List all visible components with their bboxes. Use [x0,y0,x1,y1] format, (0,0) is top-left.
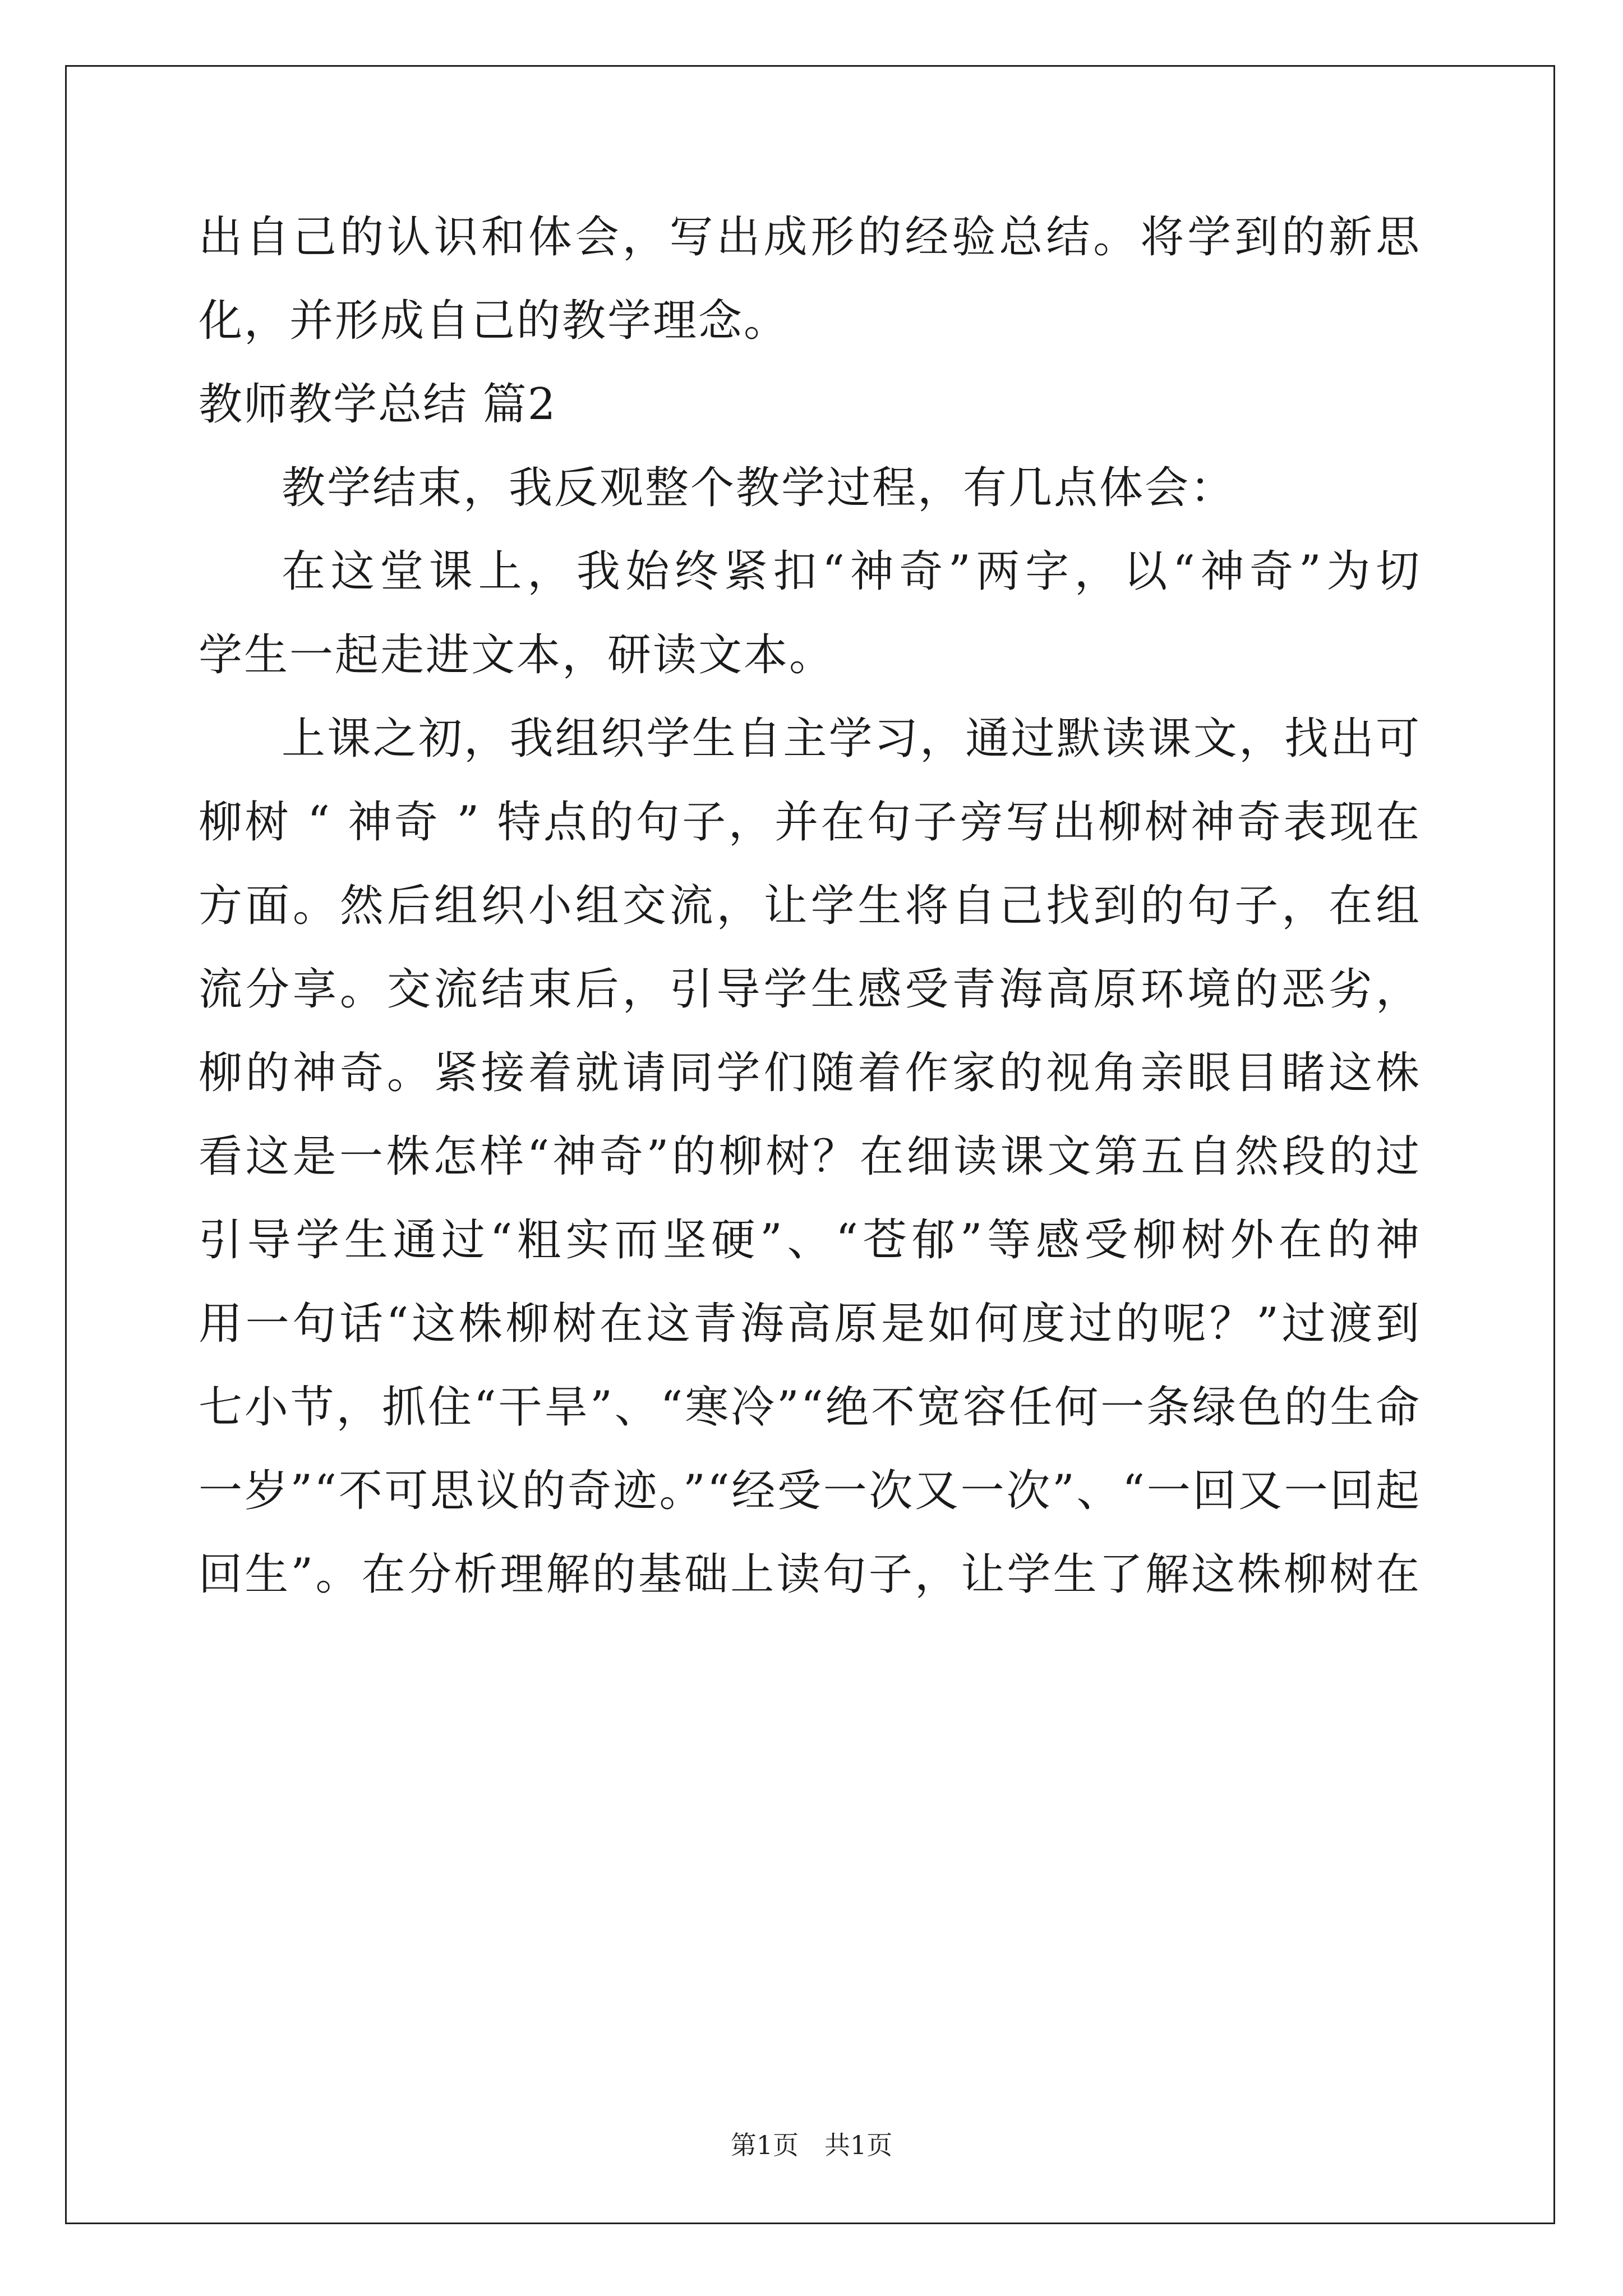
paragraph-line: 流分享。交流结束后，引导学生感受青海高原环境的恶劣， [199,964,1421,1015]
paragraph-line: 用一句话“这株柳树在这青海高原是如何度过的呢？”过渡到 [199,1299,1421,1349]
paragraph-line: 七小节，抓住“干旱”、“寒冷”“绝不宽容任何一条绿色的生命 [199,1382,1421,1433]
paragraph-line: 教学结束，我反观整个教学过程，有几点体会： [282,463,1236,513]
paragraph-line: 在这堂课上，我始终紧扣“神奇”两字，以“神奇”为切 [282,546,1421,597]
page-number-footer: 第1页 共1页 [730,2130,893,2160]
paragraph-line: 学生一起走进文本，研读文本。 [199,630,835,680]
paragraph-line: 一岁”“不可思议的奇迹。”“经受一次又一次”、“一回又一回起 [199,1466,1421,1516]
paragraph-line: 方面。然后组织小组交流，让学生将自己找到的句子，在组 [199,881,1421,931]
text-line: 出自己的认识和体会，写出成形的经验总结。将学到的新思 [199,212,1421,263]
paragraph-line: 回生”。在分析理解的基础上读句子，让学生了解这株柳树在 [199,1549,1421,1600]
text-line: 化，并形成自己的教学理念。 [199,296,790,346]
paragraph-line: 引导学生通过“粗实而坚硬”、“苍郁”等感受柳树外在的神 [199,1215,1421,1266]
paragraph-line: 上课之初，我组织学生自主学习，通过默读课文，找出可 [282,714,1421,764]
paragraph-line: 看这是一株怎样“神奇”的柳树？在细读课文第五自然段的过 [199,1131,1421,1182]
paragraph-line: 柳树 “ 神奇 ” 特点的句子，并在句子旁写出柳树神奇表现在 [199,797,1421,848]
section-heading: 教师教学总结 篇2 [199,379,557,430]
paragraph-line: 柳的神奇。紧接着就请同学们随着作家的视角亲眼目睹这株 [199,1048,1421,1098]
